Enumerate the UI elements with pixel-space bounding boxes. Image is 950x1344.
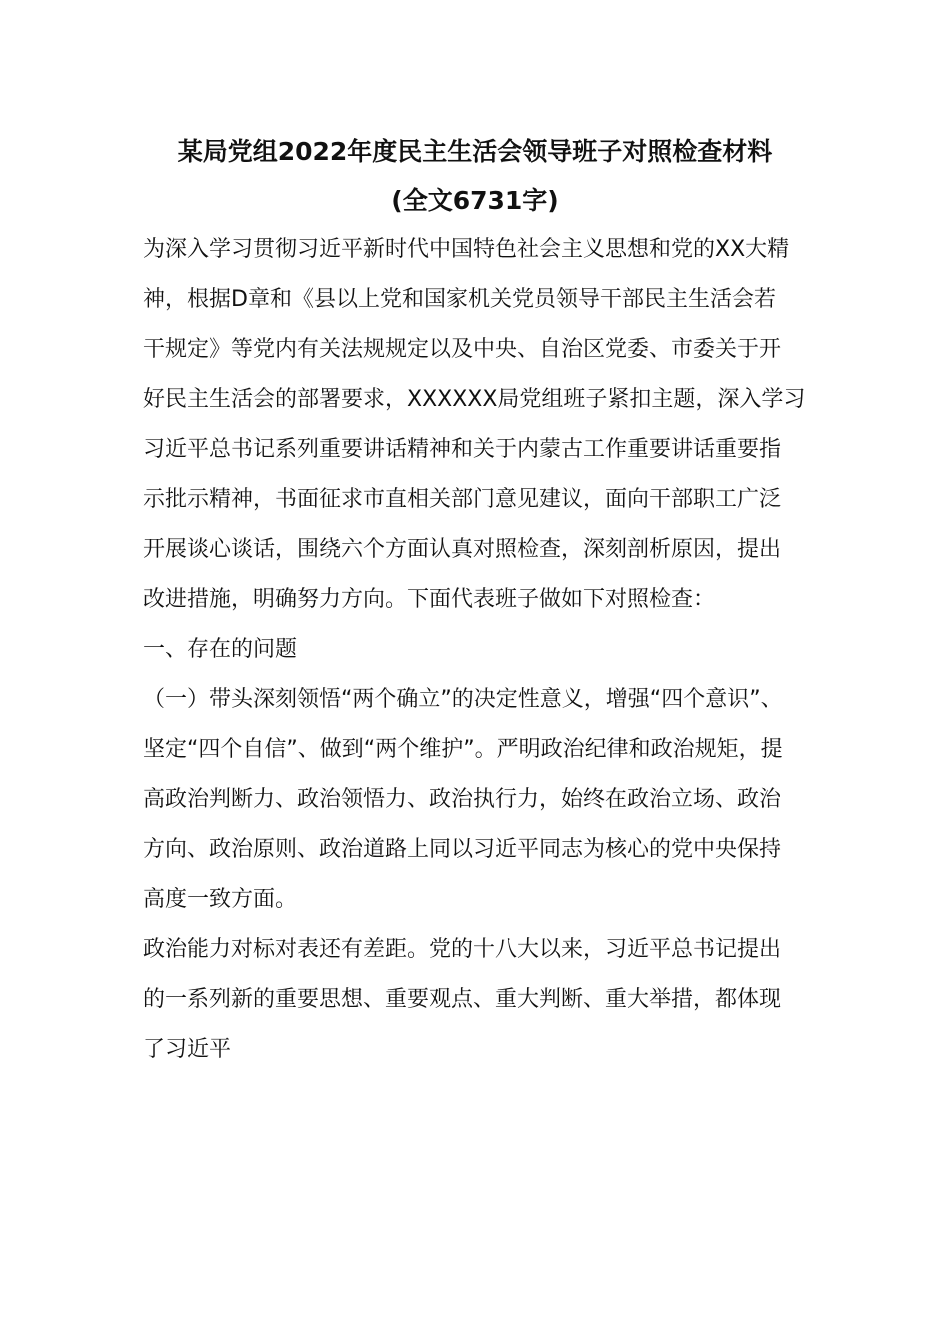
text-line: 高度一致方面。 bbox=[143, 887, 298, 912]
subsection-heading: （一）带头深刻领悟“两个确立”的决定性意义，增强“四个意识”、 bbox=[143, 687, 783, 712]
text-line: 政治能力对标对表还有差距。党的十八大以来，习近平总书记提出 bbox=[143, 937, 782, 962]
document-title: 某局党组2022年度民主生活会领导班子对照检查材料 bbox=[177, 137, 773, 166]
text-line: 干规定》等党内有关法规规定以及中央、自治区党委、市委关于开 bbox=[143, 337, 782, 362]
document-subtitle: (全文6731字) bbox=[391, 186, 559, 215]
document-body bbox=[143, 225, 818, 1075]
text-line: 为深入学习贯彻习近平新时代中国特色社会主义思想和党的XX大精 bbox=[143, 237, 790, 262]
text-line: 方向、政治原则、政治道路上同以习近平同志为核心的党中央保持 bbox=[143, 837, 782, 862]
text-line: 神，根据D章和《县以上党和国家机关党员领导干部民主生活会若 bbox=[143, 287, 776, 312]
text-line: 的一系列新的重要思想、重要观点、重大判断、重大举措，都体现 bbox=[143, 987, 782, 1012]
text-line: 了习近平 bbox=[143, 1037, 232, 1062]
section-heading: 一、存在的问题 bbox=[143, 637, 298, 662]
text-line: 好民主生活会的部署要求，XXXXXX局党组班子紧扣主题，深入学习 bbox=[143, 387, 806, 412]
text-line: 开展谈心谈话，围绕六个方面认真对照检查，深刻剖析原因，提出 bbox=[143, 537, 782, 562]
text-line: 坚定“四个自信”、做到“两个维护”。严明政治纪律和政治规矩，提 bbox=[143, 737, 783, 762]
text-line: 改进措施，明确努力方向。下面代表班子做如下对照检查： bbox=[143, 587, 716, 612]
text-line: 示批示精神，书面征求市直相关部门意见建议，面向干部职工广泛 bbox=[143, 487, 782, 512]
text-line: 高政治判断力、政治领悟力、政治执行力，始终在政治立场、政治 bbox=[143, 787, 782, 812]
text-line: 习近平总书记系列重要讲话精神和关于内蒙古工作重要讲话重要指 bbox=[143, 437, 782, 462]
